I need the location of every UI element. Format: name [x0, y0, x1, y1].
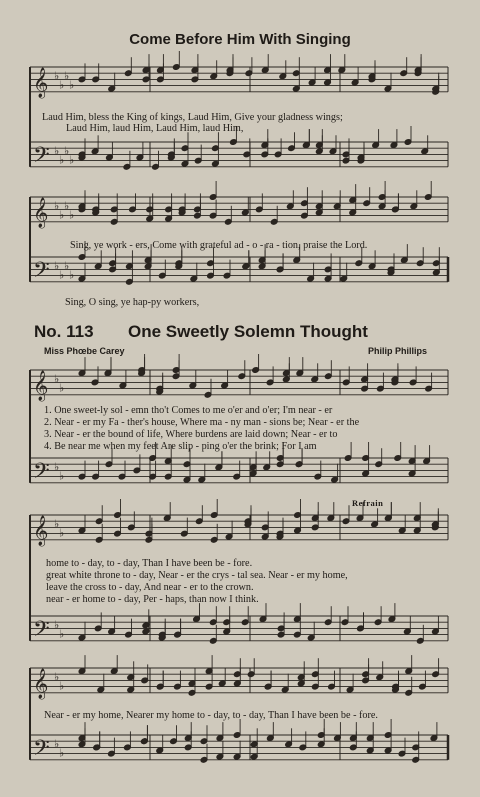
bass-clef-icon: 𝄢 — [33, 458, 50, 489]
flat-icon: ♭ — [59, 746, 65, 760]
verse-3-line: 3. Near - er the bound of life, Where burdens are laid down; Near - er to — [44, 429, 338, 440]
hymn1-system2-bass-lyrics: Sing, O sing, ye hap-py workers, — [65, 297, 200, 308]
bass-clef-icon: 𝄢 — [33, 616, 50, 647]
flat-icon: ♭ — [54, 199, 60, 213]
flat-icon: ♭ — [54, 69, 60, 83]
treble-clef-icon: 𝄞 — [33, 370, 49, 401]
hymn1-system2-lyrics: Sing, ye work - ers, Come with grateful ad - o - ra - tion, praise the Lord. — [70, 240, 368, 251]
flat-icon: ♭ — [54, 670, 60, 684]
flat-icon: ♭ — [54, 144, 60, 158]
flat-icon: ♭ — [59, 526, 65, 540]
hymn1-system1-bass-lyrics: Laud Him, laud Him, Laud Him, laud Him, — [66, 123, 244, 134]
flat-icon: ♭ — [59, 268, 65, 282]
treble-clef-icon: 𝄞 — [33, 668, 49, 699]
flat-icon: ♭ — [59, 627, 65, 641]
flat-icon: ♭ — [59, 78, 65, 92]
hymn-number: No. 113 — [34, 322, 94, 341]
flat-icon: ♭ — [54, 517, 60, 531]
flat-icon: ♭ — [54, 259, 60, 273]
hymn1-system1-lyrics: Laud Him, bless the King of kings, Laud Him, Give your gladness wings; — [42, 112, 343, 123]
verse-1-line: 1. One sweet-ly sol - emn tho't Comes to me o'er and o'er; I'm near - er — [44, 405, 333, 416]
flat-icon: ♭ — [54, 618, 60, 632]
flat-icon: ♭ — [64, 199, 70, 213]
flat-icon: ♭ — [64, 259, 70, 273]
flat-icon: ♭ — [64, 144, 70, 158]
verse-4-line: 4. Be near me when my feet Are slip - ping o'er the brink; For I am — [44, 441, 317, 452]
verse-2-line-2: great white throne to - day, Near - er the crys - tal sea. Near - er my home, — [46, 570, 348, 581]
verse-1-line-2: home to - day, to - day, Than I have been be - fore. — [46, 558, 253, 569]
flat-icon: ♭ — [54, 737, 60, 751]
flat-icon: ♭ — [59, 381, 65, 395]
treble-clef-icon: 𝄞 — [33, 67, 49, 98]
refrain-label: Refrain — [352, 498, 384, 508]
lyricist-credit: Miss Phœbe Carey — [44, 346, 125, 356]
treble-clef-icon: 𝄞 — [33, 515, 49, 546]
flat-icon: ♭ — [59, 153, 65, 167]
bass-clef-icon: 𝄢 — [33, 735, 50, 766]
flat-icon: ♭ — [59, 208, 65, 222]
hymn-title-one-sweetly: One Sweetly Solemn Thought — [128, 322, 368, 341]
bass-clef-icon: 𝄢 — [33, 257, 50, 288]
flat-icon: ♭ — [69, 208, 75, 222]
flat-icon: ♭ — [59, 469, 65, 483]
flat-icon: ♭ — [69, 153, 75, 167]
flat-icon: ♭ — [54, 372, 60, 386]
hymn-title-come-before-him: Come Before Him With Singing — [129, 31, 351, 48]
treble-clef-icon: 𝄞 — [33, 197, 49, 228]
verse-3-line-2: leave the cross to - day, And near - er to the crown. — [46, 582, 254, 593]
refrain-final-line: Near - er my home, Nearer my home to - day, to - day, Than I have been be - fore. — [44, 710, 378, 721]
flat-icon: ♭ — [69, 268, 75, 282]
flat-icon: ♭ — [54, 460, 60, 474]
flat-icon: ♭ — [64, 69, 70, 83]
bass-clef-icon: 𝄢 — [33, 142, 50, 173]
verse-4-line-2: near - er home to - day, Per - haps, than now I think. — [46, 594, 259, 605]
flat-icon: ♭ — [59, 679, 65, 693]
verse-2-line: 2. Near - er my Fa - ther's house, Where ma - ny man - sions be; Near - er the — [44, 417, 360, 428]
composer-credit: Philip Phillips — [368, 346, 428, 356]
flat-icon: ♭ — [69, 78, 75, 92]
